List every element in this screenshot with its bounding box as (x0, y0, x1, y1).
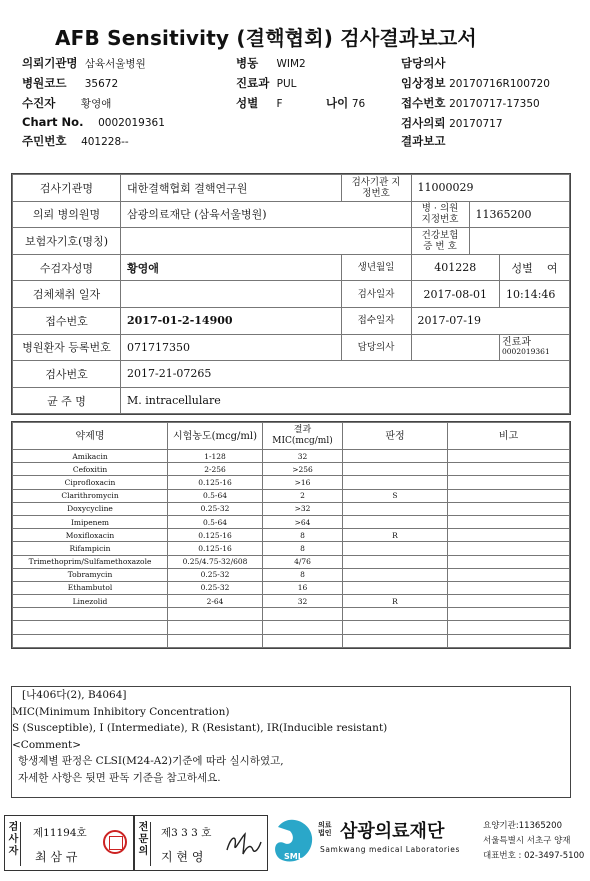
sex-cell: 성별 여 (500, 254, 570, 281)
receipt-field: 접수번호 20170717-17350 (401, 96, 540, 110)
receipt-date-value: 2017-07-19 (411, 307, 569, 334)
drug-result (343, 634, 448, 647)
svg-text:SML: SML (284, 852, 303, 861)
drug-result (343, 476, 448, 489)
drug-result (343, 502, 448, 515)
info-table (11, 173, 571, 415)
note-comment-label: <Comment> (12, 738, 82, 751)
drug-range: 1-128 (168, 450, 263, 463)
drug-mic: >32 (263, 502, 343, 515)
drug-row (13, 568, 570, 581)
drug-range: 0.125-16 (168, 476, 263, 489)
drug-result (343, 608, 448, 621)
drug-result (343, 568, 448, 581)
organism-label: 균 주 명 (13, 387, 121, 414)
drug-result (343, 450, 448, 463)
patient-name-value: 황영애 (121, 254, 342, 281)
drug-mic: 8 (263, 542, 343, 555)
drug-mic: 32 (263, 595, 343, 608)
doctor-field: 담당의사 (401, 56, 446, 70)
drug-row (13, 502, 570, 515)
drug-note (448, 595, 570, 608)
org-address: 서울특별시 서초구 양재 (483, 836, 571, 846)
drug-note (448, 542, 570, 555)
test-no-value: 2017-21-07265 (121, 361, 570, 388)
drug-row (13, 581, 570, 594)
clinic-id-label: 병 · 의원 지정번호 (411, 201, 469, 228)
drug-mic: 2 (263, 489, 343, 502)
lab-id-value: 11000029 (411, 175, 569, 202)
drug-row (13, 515, 570, 528)
drug-name (13, 634, 168, 647)
drug-row (13, 621, 570, 634)
drug-range: 0.25-32 (168, 581, 263, 594)
drug-row (13, 489, 570, 502)
drug-result: S (343, 489, 448, 502)
lab-org-value: 대한결핵협회 결핵연구원 (121, 175, 342, 202)
drug-mic (263, 608, 343, 621)
footer (0, 815, 590, 871)
drug-row (13, 450, 570, 463)
drug-name: Cefoxitin (13, 463, 168, 476)
drug-note (448, 489, 570, 502)
drug-range: 0.5-64 (168, 489, 263, 502)
note-comment-2: 자세한 사항은 뒷면 판독 기준을 참고하세요. (18, 771, 221, 784)
dob-label: 생년월일 (341, 254, 411, 281)
drug-note (448, 476, 570, 489)
drug-name: Amikacin (13, 450, 168, 463)
req-org-label: 의뢰 병의원명 (13, 201, 121, 228)
drug-note (448, 608, 570, 621)
drug-mic: 8 (263, 529, 343, 542)
drug-mic: >64 (263, 515, 343, 528)
drug-note (448, 463, 570, 476)
org-sub: Samkwang medical Laboratories (320, 845, 461, 854)
drug-mic: 8 (263, 568, 343, 581)
notes-box (11, 686, 571, 798)
drug-range: 0.125-16 (168, 542, 263, 555)
drug-header-note: 비고 (448, 423, 570, 450)
tester-name: 최 삼 규 (35, 850, 78, 864)
note-mic: MIC(Minimum Inhibitory Concentration) (12, 705, 230, 718)
drug-range: 0.25/4.75-32/608 (168, 555, 263, 568)
drug-name: Doxycycline (13, 502, 168, 515)
dept-field: 진료과 PUL (236, 76, 297, 90)
drug-mic: >256 (263, 463, 343, 476)
drug-row (13, 542, 570, 555)
tester-box (4, 815, 134, 871)
insurance-label: 보험자기호(명칭) (13, 228, 121, 255)
drug-result (343, 463, 448, 476)
req-org-value: 삼광의료재단 (삼육서울병원) (121, 201, 412, 228)
report-title: AFB Sensitivity (결핵협회) 검사결과보고서 (55, 26, 477, 50)
organism-value: M. intracellulare (121, 387, 570, 414)
note-legend: S (Susceptible), I (Intermediate), R (Resistant), IR(Inducible resistant) (12, 722, 388, 734)
drug-range: 0.125-16 (168, 529, 263, 542)
drug-row (13, 608, 570, 621)
drug-result (343, 621, 448, 634)
drug-row (13, 463, 570, 476)
drug-note (448, 568, 570, 581)
drug-row (13, 555, 570, 568)
specialist-name: 지 현 영 (161, 850, 204, 864)
drug-mic: 4/76 (263, 555, 343, 568)
code-field: 병원코드 35672 (22, 76, 119, 90)
drug-name: Moxifloxacin (13, 529, 168, 542)
drug-note (448, 450, 570, 463)
drug-name: Ethambutol (13, 581, 168, 594)
signature-icon (223, 828, 263, 858)
drug-header-name: 약제명 (13, 423, 168, 450)
specialist-no: 제3 3 3 호 (161, 827, 212, 839)
drug-header-mic: 결과 MIC(mcg/ml) (263, 423, 343, 450)
drug-name: Linezolid (13, 595, 168, 608)
test-date-label: 검사일자 (341, 281, 411, 308)
drug-row (13, 476, 570, 489)
drug-result: R (343, 529, 448, 542)
sex-field: 성별 F (236, 96, 283, 110)
drug-mic: >16 (263, 476, 343, 489)
receipt-no-label: 접수번호 (13, 307, 121, 334)
hospital-field: 의뢰기관명 삼육서울병원 (22, 56, 146, 70)
drug-note (448, 621, 570, 634)
doctor-value (411, 334, 499, 361)
sml-logo-icon (272, 817, 318, 867)
ward-field: 병동 WIM2 (236, 56, 306, 70)
drug-result (343, 515, 448, 528)
drug-name (13, 621, 168, 634)
tester-seal-icon (103, 830, 127, 854)
drug-name: Clarithromycin (13, 489, 168, 502)
drug-note (448, 634, 570, 647)
receipt-no-value: 2017-01-2-14900 (121, 307, 342, 334)
receipt-date-label: 접수일자 (341, 307, 411, 334)
org-name: 삼광의료재단 (340, 821, 445, 842)
drug-note (448, 581, 570, 594)
insurance-value (121, 228, 412, 255)
request-date-field: 검사의뢰 20170717 (401, 116, 503, 130)
drug-mic (263, 634, 343, 647)
drug-range: 2-64 (168, 595, 263, 608)
drug-table (11, 421, 571, 649)
drug-result (343, 542, 448, 555)
drug-note (448, 502, 570, 515)
clinic-id-value: 11365200 (469, 201, 569, 228)
resident-field: 주민번호 401228-- (22, 134, 129, 148)
specimen-date-label: 검체채취 일자 (13, 281, 121, 308)
dept-cell: 진료과 0002019361 (500, 334, 570, 361)
drug-name: Tobramycin (13, 568, 168, 581)
report-field: 결과보고 (401, 134, 446, 148)
doctor-label: 담당의사 (341, 334, 411, 361)
note-comment-1: 항생제별 판정은 CLSI(M24-A2)기준에 따라 실시하였고, (18, 755, 284, 767)
org-small: 의료 법인 (318, 821, 332, 837)
patient-name-label: 수검자성명 (13, 254, 121, 281)
test-time-value: 10:14:46 (500, 281, 570, 308)
tester-no: 제11194호 (33, 827, 87, 839)
drug-row (13, 634, 570, 647)
age-field: 나이 76 (326, 96, 366, 110)
reg-no-label: 병원환자 등록번호 (13, 334, 121, 361)
drug-range (168, 608, 263, 621)
health-ins-value (469, 228, 569, 255)
drug-range (168, 621, 263, 634)
drug-range: 0.25-32 (168, 568, 263, 581)
drug-result (343, 581, 448, 594)
drug-note (448, 529, 570, 542)
drug-range: 0.5-64 (168, 515, 263, 528)
drug-range (168, 634, 263, 647)
lab-id-label: 검사기관 지정번호 (341, 175, 411, 202)
drug-range: 2-256 (168, 463, 263, 476)
specimen-date-value (121, 281, 342, 308)
drug-note (448, 555, 570, 568)
health-ins-label: 건강보험 증 번 호 (411, 228, 469, 255)
drug-result: R (343, 595, 448, 608)
specialist-box (134, 815, 268, 871)
reg-no-value: 071717350 (121, 334, 342, 361)
drug-row (13, 595, 570, 608)
care-no: 요양기관:11365200 (483, 821, 562, 831)
drug-row (13, 529, 570, 542)
note-code: [나406다(2), B4064] (22, 689, 127, 701)
test-no-label: 검사번호 (13, 361, 121, 388)
drug-name: Imipenem (13, 515, 168, 528)
patient-field: 수진자 황영애 (22, 96, 112, 110)
chart-field: Chart No. 0002019361 (22, 115, 165, 129)
specialist-label: 전문의 (137, 822, 151, 866)
clinical-field: 임상정보 20170716R100720 (401, 76, 550, 90)
drug-mic: 16 (263, 581, 343, 594)
drug-mic: 32 (263, 450, 343, 463)
drug-name: Rifampicin (13, 542, 168, 555)
dob-value: 401228 (411, 254, 499, 281)
test-date-value: 2017-08-01 (411, 281, 499, 308)
drug-name (13, 608, 168, 621)
drug-header-result: 판정 (343, 423, 448, 450)
tester-label: 검사자 (7, 822, 21, 866)
drug-name: Trimethoprim/Sulfamethoxazole (13, 555, 168, 568)
drug-mic (263, 621, 343, 634)
drug-range: 0.25-32 (168, 502, 263, 515)
drug-header-range: 시험농도(mcg/ml) (168, 423, 263, 450)
org-phone: 대표번호 : 02-3497-5100 (483, 851, 585, 861)
drug-note (448, 515, 570, 528)
lab-org-label: 검사기관명 (13, 175, 121, 202)
drug-name: Ciprofloxacin (13, 476, 168, 489)
drug-result (343, 555, 448, 568)
